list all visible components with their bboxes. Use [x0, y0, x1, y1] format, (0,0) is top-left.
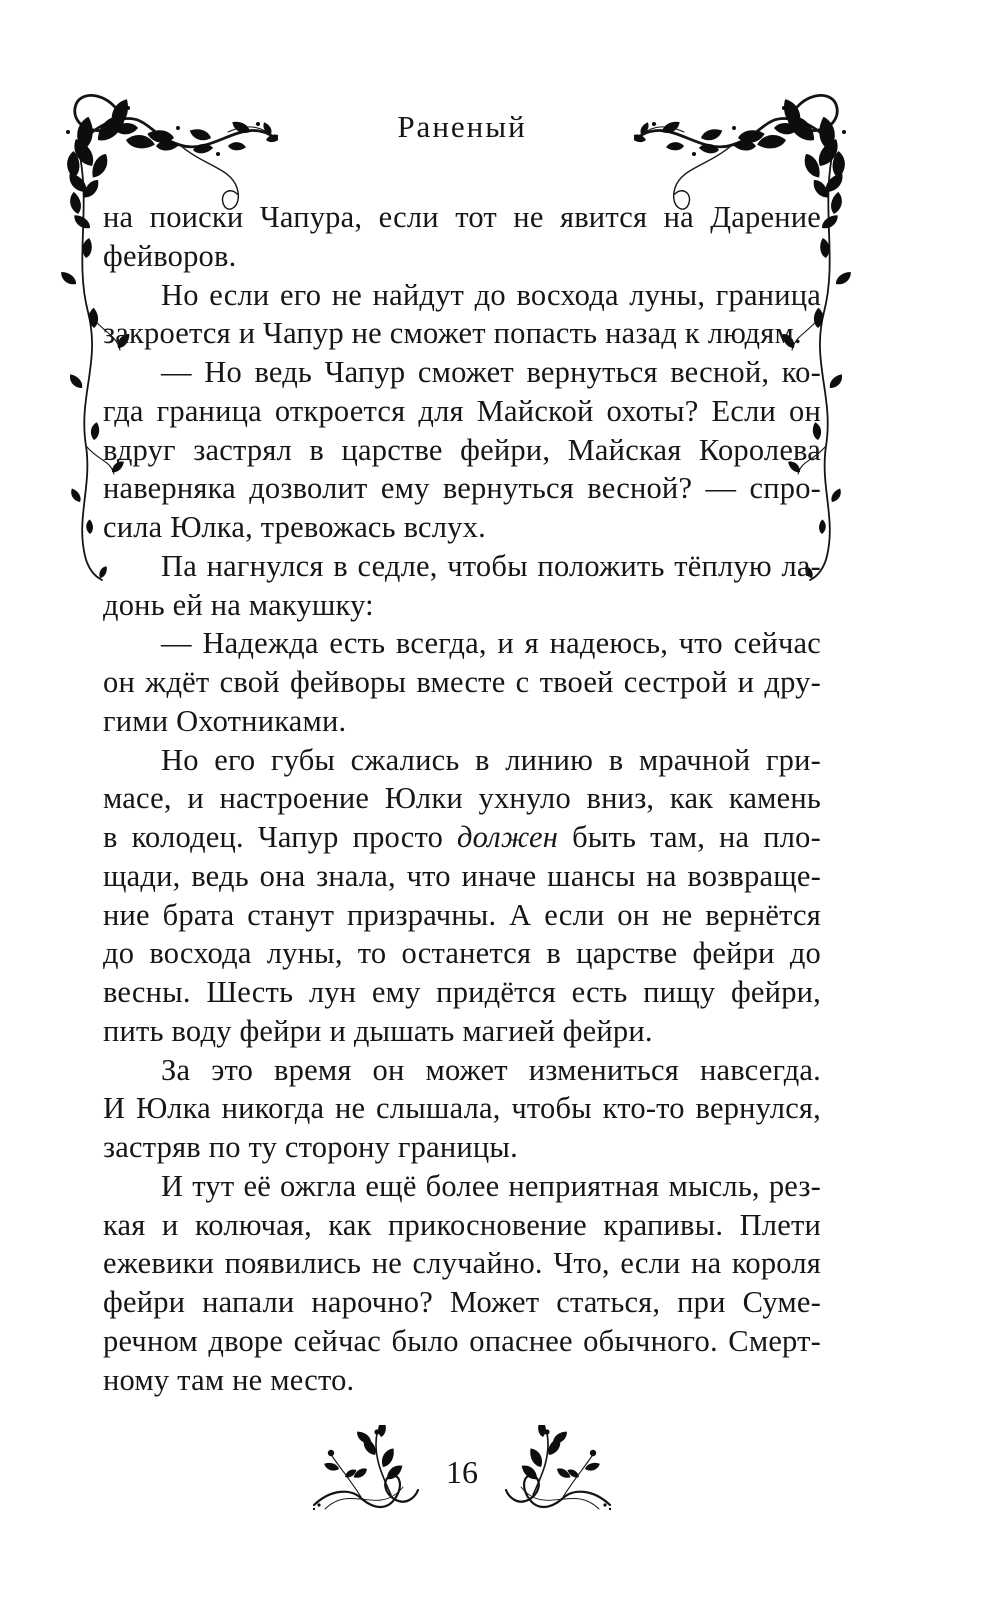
text-line: он ждёт свой фейворы вместе с твоей сестрой и дру- [103, 665, 821, 699]
text-line: Но его губы сжались в линию в мрачной гри- [161, 742, 821, 777]
text-line: ежевики появились не случайно. Что, если на короля [103, 1246, 821, 1281]
text-line: Но если его не найдут до восхода луны, граница [161, 277, 821, 312]
text-line: весны. Шесть лун ему придётся есть пищу фейри, [103, 975, 821, 1009]
text-line: гими Охотниками. [103, 703, 347, 738]
text-line: на поиски Чапура, если тот не явится на Дарение [103, 200, 821, 234]
body-text [103, 198, 821, 1399]
page-number: 16 [446, 1454, 478, 1490]
paragraph [103, 547, 821, 625]
text-line: щади, ведь она знала, что иначе шансы на возвраще- [103, 858, 821, 893]
chapter-title: Раненый [397, 109, 527, 144]
paragraph [103, 624, 821, 740]
text-line: закроется и Чапур не сможет попасть назад к людям. [103, 316, 802, 351]
text-line: гда граница откроется для Майской охоты? Если он [103, 393, 821, 428]
text-line: За это время он может измениться навсегда. [161, 1052, 821, 1087]
page-footer [103, 1424, 821, 1520]
paragraph [103, 741, 821, 1051]
text-line: в колодец. Чапур просто должен быть там, на пло- [103, 820, 821, 854]
text-line: Па нагнулся в седле, чтобы положить тёплую ла- [161, 548, 821, 583]
floral-flourish-footer-right-icon [503, 1425, 613, 1520]
text-line: наверняка дозволит ему вернуться весной? — спро- [103, 471, 821, 506]
paragraph [103, 353, 821, 547]
text-line: донь ей на макушку: [103, 587, 374, 622]
text-line: ному там не место. [103, 1362, 355, 1397]
paragraph [103, 1167, 821, 1400]
text-line: застряв по ту сторону границы. [103, 1130, 518, 1164]
text-line: до восхода луны, то останется в царстве фейри до [103, 936, 821, 971]
text-line: пить воду фейри и дышать магией фейри. [103, 1013, 653, 1048]
text-line: И Юлка никогда не слышала, чтобы кто-то вернулся, [103, 1091, 821, 1126]
paragraph [103, 198, 821, 276]
text-line: кая и колючая, как прикосновение крапивы. Плети [103, 1207, 821, 1242]
text-line: — Надежда есть всегда, и я надеюсь, что сейчас [161, 626, 821, 661]
text-line: фейри напали нарочно? Может статься, при Суме- [103, 1285, 821, 1319]
floral-flourish-footer-left-icon [311, 1425, 421, 1520]
text-line: речном дворе сейчас было опаснее обычного. Смерт- [103, 1323, 821, 1358]
text-line: ние брата станут призрачны. А если он не вернётся [103, 897, 821, 932]
text-line: масе, и настроение Юлки ухнуло вниз, как камень [103, 781, 821, 816]
text-line: сила Юлка, тревожась вслух. [103, 510, 486, 544]
text-line: вдруг застрял в царстве фейри, Майская Королева [103, 432, 821, 467]
text-line: — Но ведь Чапур сможет вернуться весной, ко- [161, 355, 821, 389]
paragraph [103, 276, 821, 354]
text-line: И тут её ожгла ещё более неприятная мысль, рез- [161, 1168, 821, 1203]
paragraph [103, 1051, 821, 1167]
text-line: фейворов. [103, 238, 237, 273]
